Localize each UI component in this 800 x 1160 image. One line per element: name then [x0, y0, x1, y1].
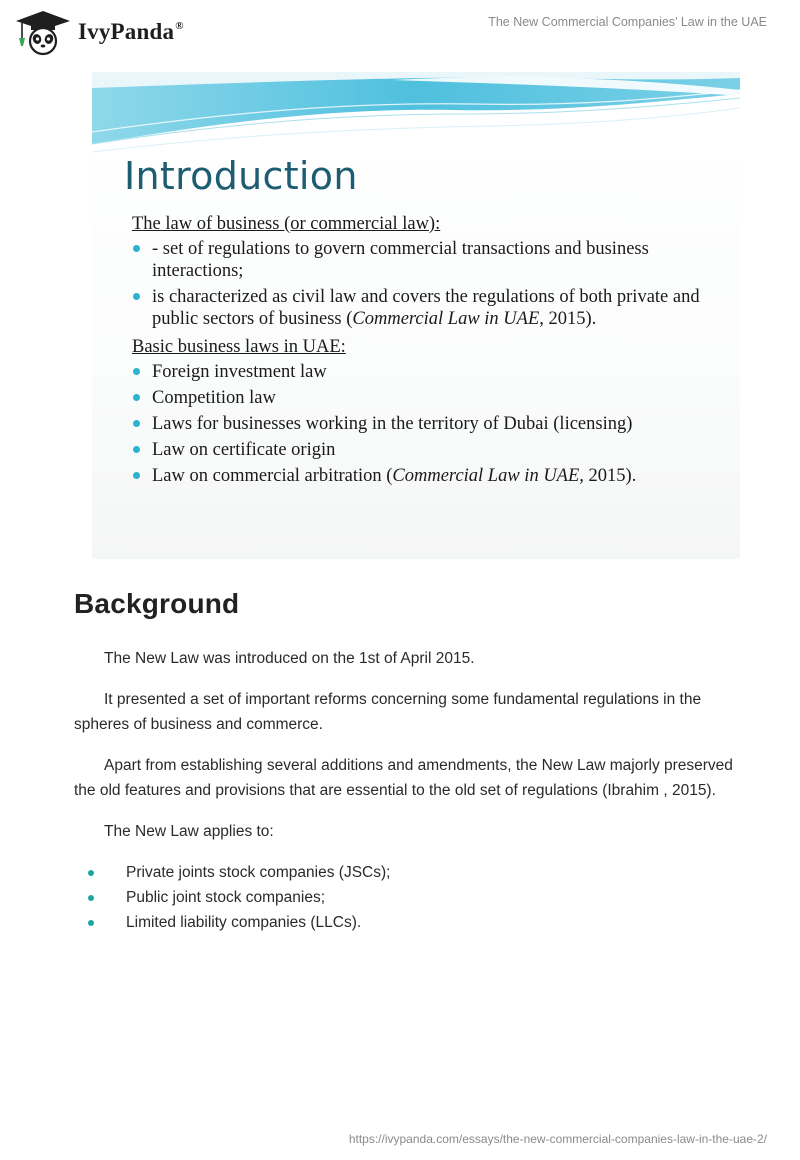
page-header [0, 0, 800, 66]
list-item: Private joints stock companies (JSCs); [74, 860, 734, 885]
slide-heading-basic-laws: Basic business laws in UAE: [132, 337, 346, 357]
slide-body [130, 213, 730, 491]
paragraph: Apart from establishing several additions and amendments, the New Law majorly preserved the old features and provisions that are essential to the old set of regulations (Ibrahim , 2015). [74, 757, 733, 799]
slide-title: Introduction [124, 154, 358, 198]
brand-name: IvyPanda® [78, 19, 184, 44]
list-item: Limited liability companies (LLCs). [74, 910, 734, 935]
bullet-icon [133, 245, 140, 252]
slide-image [92, 72, 740, 559]
list-item: Public joint stock companies; [74, 885, 734, 910]
panda-mascot-icon [14, 8, 72, 56]
applies-to-list [74, 860, 734, 935]
slide-bullet: Laws for businesses working in the territory of Dubai (licensing) [130, 413, 730, 435]
paragraph: The New Law was introduced on the 1st of April 2015. [104, 650, 475, 667]
bullet-icon [133, 472, 140, 479]
slide-bullet: - set of regulations to govern commercial transactions and business interactions; [130, 238, 730, 282]
slide-bullet: Law on certificate origin [130, 439, 730, 461]
slide-bullet: Foreign investment law [130, 361, 730, 383]
article-content [74, 588, 734, 935]
slide-bullet: Competition law [130, 387, 730, 409]
bullet-icon [133, 293, 140, 300]
bullet-icon [88, 870, 94, 876]
slide-bullet: is characterized as civil law and covers the regulations of both private and public sectors of business (Commercial Law in UAE, 2015). [130, 286, 730, 330]
source-url-link[interactable]: https://ivypanda.com/essays/the-new-commercial-companies-law-in-the-uae-2/ [348, 1132, 767, 1146]
brand-logo[interactable] [14, 8, 184, 56]
bullet-icon [133, 368, 140, 375]
slide-list-definition [130, 238, 730, 330]
bullet-icon [133, 394, 140, 401]
slide-list-basic-laws [130, 361, 730, 487]
slide-wave-decoration [92, 72, 740, 162]
bullet-icon [133, 420, 140, 427]
paragraph: The New Law applies to: [104, 823, 274, 840]
paragraph: It presented a set of important reforms concerning some fundamental regulations in the spheres of business and commerce. [74, 691, 702, 733]
slide-heading-commercial-law: The law of business (or commercial law): [132, 214, 441, 234]
bullet-icon [88, 895, 94, 901]
section-heading: Background [74, 588, 240, 619]
bullet-icon [88, 920, 94, 926]
document-title: The New Commercial Companies’ Law in the UAE [488, 15, 767, 29]
slide-bullet: Law on commercial arbitration (Commercial Law in UAE, 2015). [130, 465, 730, 487]
bullet-icon [133, 446, 140, 453]
